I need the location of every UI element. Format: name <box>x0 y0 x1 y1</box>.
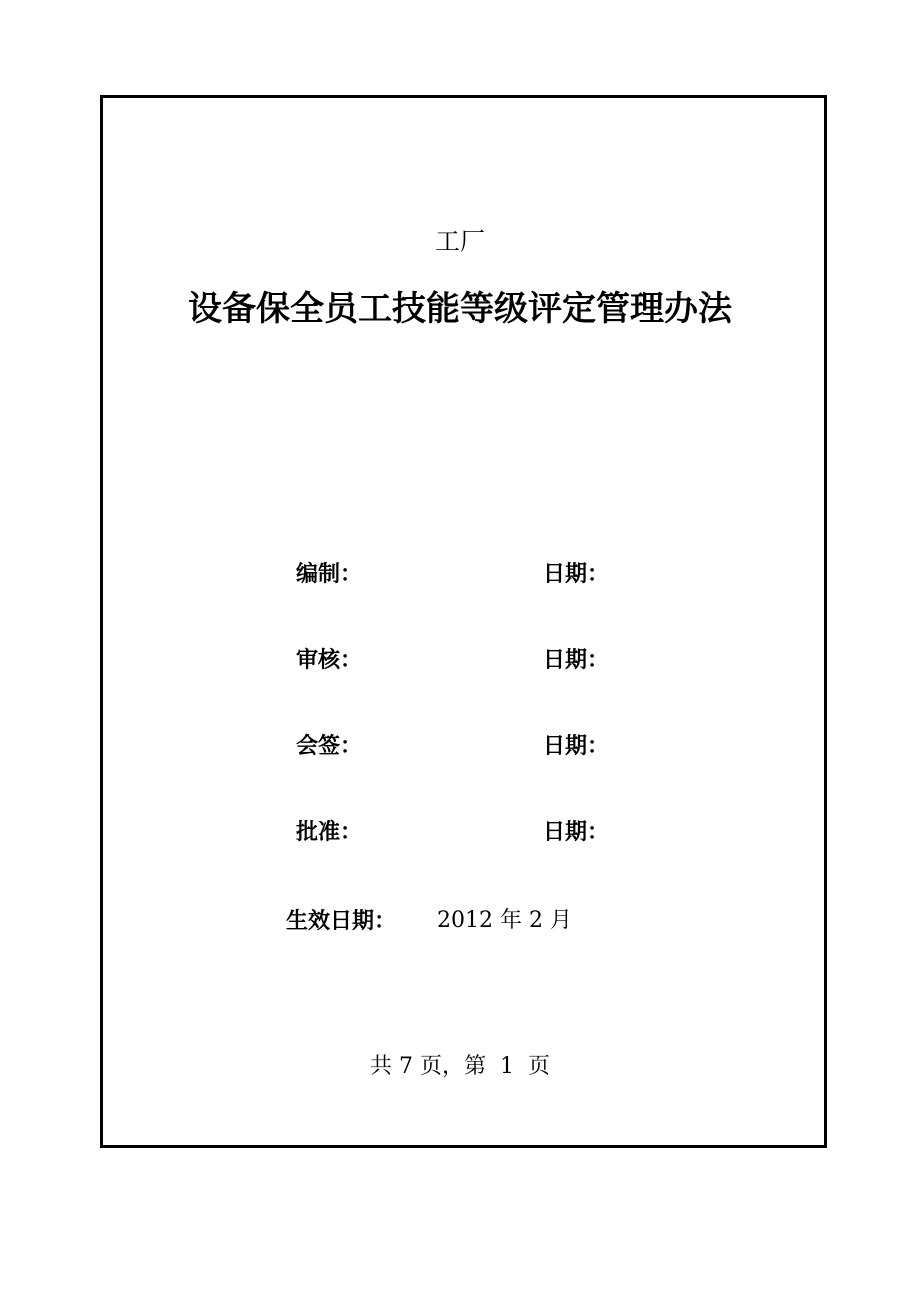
page-info: 共 7 页，第 1 页 <box>370 1054 550 1079</box>
date-label-compile: 日期： <box>543 561 610 587</box>
sign-label-compile: 编制： <box>296 561 363 587</box>
sign-row-review <box>0 643 920 677</box>
effective-date-value: 2012 年 2 月 <box>437 908 572 933</box>
sign-row-approve <box>0 815 920 849</box>
date-label-review: 日期： <box>543 647 610 673</box>
effective-date-row <box>0 904 920 938</box>
date-label-countersign: 日期： <box>543 733 610 759</box>
document-title: 设备保全员工技能等级评定管理办法 <box>188 289 732 329</box>
factory-name: 工厂 <box>434 227 485 256</box>
effective-date-label: 生效日期： <box>286 908 397 934</box>
sign-label-review: 审核： <box>296 647 363 673</box>
sign-row-countersign <box>0 729 920 763</box>
sign-row-compile <box>0 557 920 591</box>
sign-label-approve: 批准： <box>296 819 363 845</box>
date-label-approve: 日期： <box>543 819 610 845</box>
sign-label-countersign: 会签： <box>296 733 363 759</box>
